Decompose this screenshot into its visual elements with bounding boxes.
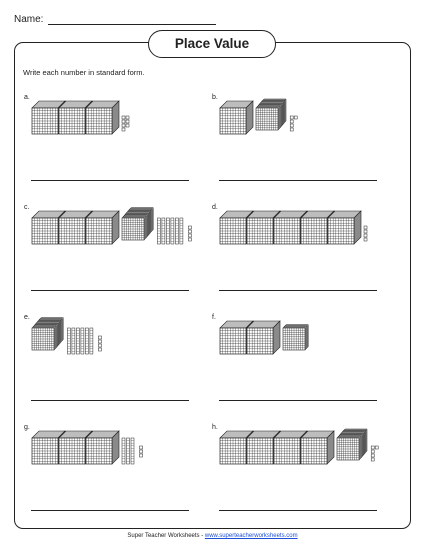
title-banner [0,30,425,58]
footer-text: Super Teacher Worksheets - [127,533,205,539]
footer [0,533,425,539]
answer-line-f[interactable] [219,400,377,401]
problem-label-e: e. [24,314,30,321]
answer-line-a[interactable] [31,180,189,181]
answer-line-e[interactable] [31,400,189,401]
problem-label-g: g. [24,424,30,431]
instructions: Write each number in standard form. [23,68,145,77]
problem-label-a: a. [24,94,30,101]
answer-line-b[interactable] [219,180,377,181]
name-label: Name: [14,14,44,25]
answer-line-h[interactable] [219,510,377,511]
problem-label-c: c. [24,204,30,211]
answer-line-d[interactable] [219,290,377,291]
problem-label-d: d. [212,204,218,211]
page-title: Place Value [148,30,276,58]
problem-label-h: h. [212,424,218,431]
footer-link[interactable]: www.superteacherworksheets.com [204,533,298,539]
answer-line-c[interactable] [31,290,189,291]
problem-label-b: b. [212,94,218,101]
worksheet-frame [14,42,411,529]
name-line[interactable] [48,24,216,25]
problem-label-f: f. [212,314,216,321]
answer-line-g[interactable] [31,510,189,511]
